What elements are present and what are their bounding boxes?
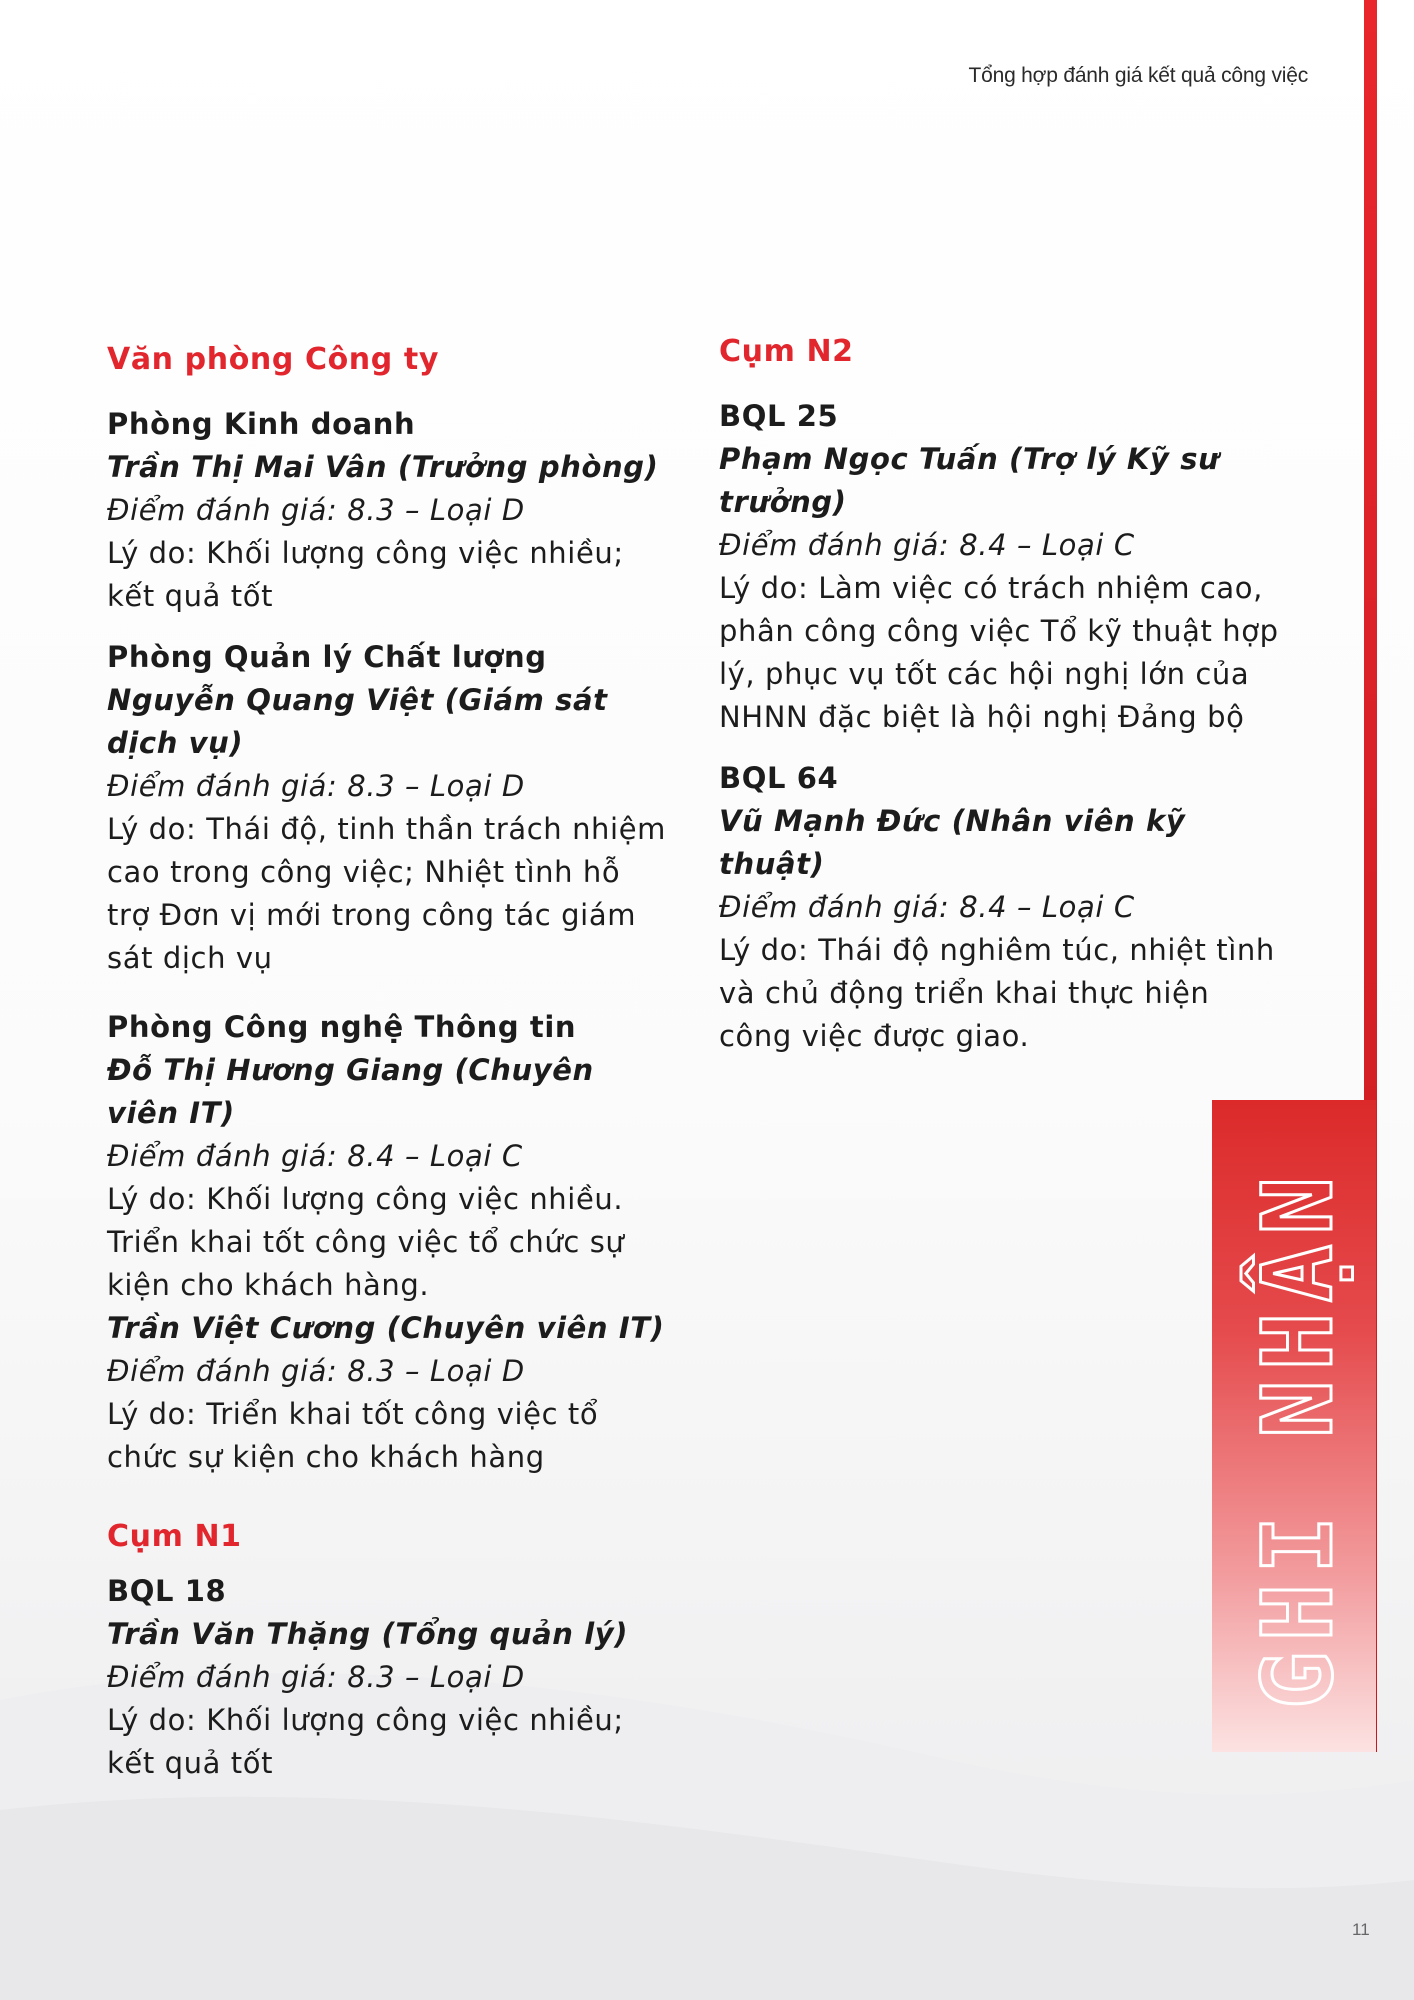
entry-bql-64	[719, 757, 1279, 1058]
section-title-cum-n2: Cụm N2	[719, 334, 854, 369]
reason-text: Lý do: Thái độ, tinh thần trách nhiệm cao trong công việc; Nhiệt tình hỗ trợ Đơn vị mới trong công tác giám sát dịch vụ	[107, 812, 666, 975]
department-name: BQL 18	[107, 1574, 227, 1608]
right-column	[719, 330, 1279, 1076]
person-name: Đỗ Thị Hương Giang (Chuyên viên IT)	[107, 1053, 594, 1130]
person-name: Trần Thị Mai Vân (Trưởng phòng)	[107, 450, 659, 484]
reason-text: Lý do: Triển khai tốt công việc tổ chức sự kiện cho khách hàng	[107, 1397, 599, 1474]
section-title-cum-n1: Cụm N1	[107, 1519, 242, 1554]
score-line: Điểm đánh giá: 8.4 – Loại C	[719, 890, 1135, 924]
department-name: Phòng Công nghệ Thông tin	[107, 1010, 577, 1044]
department-name: BQL 25	[719, 399, 839, 433]
entry-bql-18	[107, 1570, 667, 1785]
person-name: Trần Văn Thặng (Tổng quản lý)	[107, 1617, 629, 1651]
entry-bql-25	[719, 395, 1279, 739]
department-name: BQL 64	[719, 761, 839, 795]
department-name: Phòng Quản lý Chất lượng	[107, 640, 547, 674]
reason-text: Lý do: Khối lượng công việc nhiều; kết quả tốt	[107, 536, 624, 613]
entry-phong-kinh-doanh	[107, 403, 667, 618]
score-line: Điểm đánh giá: 8.4 – Loại C	[719, 528, 1135, 562]
page-header-title: Tổng hợp đánh giá kết quả công việc	[968, 64, 1308, 87]
page-number: 11	[1352, 1920, 1370, 1939]
reason-text: Lý do: Khối lượng công việc nhiều. Triển khai tốt công việc tổ chức sự kiện cho khách hàng.	[107, 1182, 625, 1302]
score-line: Điểm đánh giá: 8.3 – Loại D	[107, 769, 525, 803]
side-tab-label: GHI NHẬN	[1242, 1166, 1354, 1710]
department-name: Phòng Kinh doanh	[107, 407, 416, 441]
reason-text: Lý do: Làm việc có trách nhiệm cao, phân công công việc Tổ kỹ thuật hợp lý, phục vụ tốt các hội nghị lớn của NHNN đặc biệt là hội nghị Đảng bộ	[719, 571, 1279, 734]
person-name: Nguyễn Quang Việt (Giám sát dịch vụ)	[107, 683, 608, 760]
score-line: Điểm đánh giá: 8.3 – Loại D	[107, 493, 525, 527]
entry-phong-cntt	[107, 1006, 667, 1479]
person-name: Trần Việt Cương (Chuyên viên IT)	[107, 1311, 665, 1345]
left-column	[107, 338, 667, 1803]
person-name: Vũ Mạnh Đức (Nhân viên kỹ thuật)	[719, 804, 1186, 881]
score-line: Điểm đánh giá: 8.3 – Loại D	[107, 1354, 525, 1388]
section-title-van-phong: Văn phòng Công ty	[107, 342, 439, 377]
score-line: Điểm đánh giá: 8.4 – Loại C	[107, 1139, 523, 1173]
person-name: Phạm Ngọc Tuấn (Trợ lý Kỹ sư trưởng)	[719, 442, 1220, 519]
reason-text: Lý do: Khối lượng công việc nhiều; kết quả tốt	[107, 1703, 624, 1780]
score-line: Điểm đánh giá: 8.3 – Loại D	[107, 1660, 525, 1694]
reason-text: Lý do: Thái độ nghiêm túc, nhiệt tình và chủ động triển khai thực hiện công việc được giao.	[719, 933, 1275, 1053]
entry-phong-quan-ly-chat-luong	[107, 636, 667, 980]
